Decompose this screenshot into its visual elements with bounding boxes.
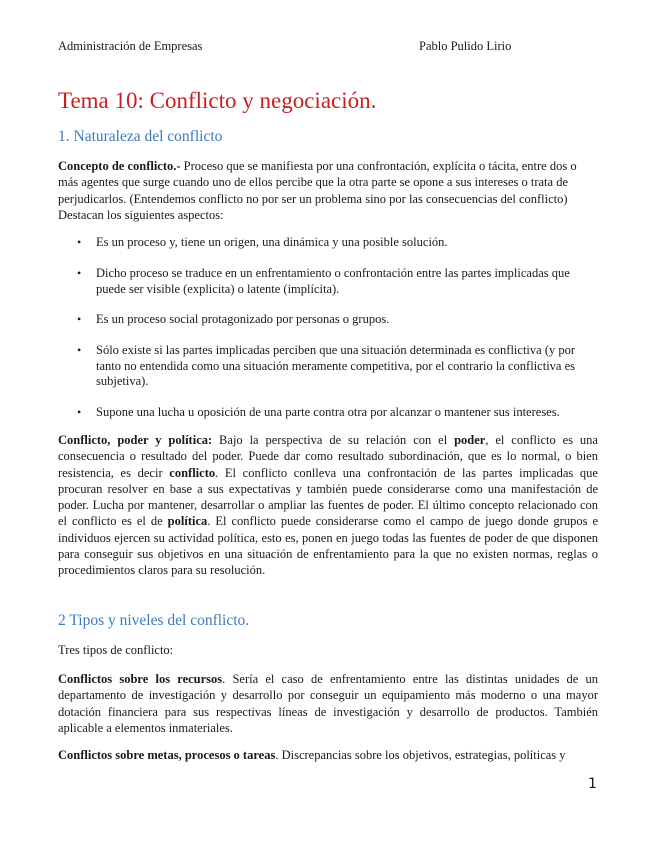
power-paragraph [58, 432, 598, 579]
bullet-text: Es un proceso social protagonizado por personas o grupos. [96, 312, 390, 326]
page-number: 1 [588, 776, 597, 792]
page-header [58, 39, 597, 54]
power-text: . El conflicto conlleva una confrontación de las partes implicadas que procuran resolver en base a sus expectativas y también puede considerarse como una manifestación de poder. Lucha por mantener, desarrollar o ampliar las fuentes de poder. El último concepto relacionado con el conflicto es el de [58, 465, 598, 529]
list-item [77, 405, 596, 421]
page-title: Tema 10: Conflicto y negociación. [58, 88, 377, 113]
power-keyword: poder [454, 433, 486, 447]
header-author: Pablo Pulido Lirio [419, 39, 512, 53]
resources-term: Conflictos sobre los recursos [58, 672, 223, 686]
bullet-text: Supone una lucha u oposición de una parte contra otra por alcanzar o mantener sus intereses. [96, 405, 560, 419]
bullet-text: Dicho proceso se traduce en un enfrentamiento o confrontación entre las partes implicadas que puede ser visible (explicita) o latente (implícita). [96, 266, 570, 296]
concept-text: Proceso que se manifiesta por una confrontación, explícita o tácita, entre dos o más agentes que surge cuando uno de ellos percibe que la otra parte se opone a sus intereses o trata de perjudicarlos. (Entendemos conflicto no por ser un problema sino por las consecuencias del conflicto) Destacan los siguientes aspectos: [58, 159, 577, 222]
politics-keyword: política [167, 514, 208, 529]
goals-term: Conflictos sobre metas, procesos o tareas [58, 748, 276, 762]
bullet-text: Sólo existe si las partes implicadas perciben que una situación determinada es conflictiva (y por tanto no entendida como una situación meramente competitiva, por el contrario la conflictiva es subjetiva). [96, 343, 576, 388]
goals-paragraph [58, 747, 598, 763]
concept-term: Concepto de conflicto.- [58, 159, 181, 173]
conflict-keyword: conflicto [169, 465, 216, 480]
power-text: Bajo la perspectiva de su relación con el [212, 433, 455, 447]
section2-heading: 2 Tipos y niveles del conflicto. [58, 612, 250, 629]
bullet-icon: • [77, 312, 82, 326]
section1-heading: 1. Naturaleza del conflicto [58, 128, 223, 145]
power-term: Conflicto, poder y política: [58, 433, 213, 447]
header-course: Administración de Empresas [58, 39, 203, 53]
power-text: , el conflicto es una consecuencia o resultado del poder. Puede dar como resultado subordinación, que es lo normal, o bien resistencia, es decir [58, 433, 598, 480]
bullet-icon: • [77, 235, 82, 249]
list-item [77, 343, 596, 390]
bullet-icon: • [77, 405, 82, 419]
power-text: . El conflicto puede considerarse como el campo de juego donde grupos e individuos ejercen su actividad política, esto es, ponen en juego todas las fuentes de poder de que disponen para conseguir sus objetivos en una situación de enfrentamiento para la que no existen normas, reglas o procedimientos claros para su resolución. [58, 514, 599, 578]
list-item [77, 266, 596, 297]
bullet-text: Es un proceso y, tiene un origen, una dinámica y una posible solución. [96, 235, 448, 249]
list-item [77, 235, 596, 251]
list-item [77, 312, 596, 328]
goals-text: . Discrepancias sobre los objetivos, estrategias, políticas y [275, 748, 566, 762]
concept-paragraph [58, 158, 598, 223]
resources-paragraph [58, 671, 598, 736]
bullet-icon: • [77, 343, 82, 357]
resources-text: . Sería el caso de enfrentamiento entre las distintas unidades de un departamento de investigación y desarrollo por conseguir un equipamiento más moderno o una mayor dotación financiera para sus respectivas líneas de investigación y desarrollo de productos. También aplicable a elementos inmateriales. [58, 672, 598, 735]
types-intro: Tres tipos de conflicto: [58, 643, 174, 657]
bullet-icon: • [77, 266, 82, 280]
